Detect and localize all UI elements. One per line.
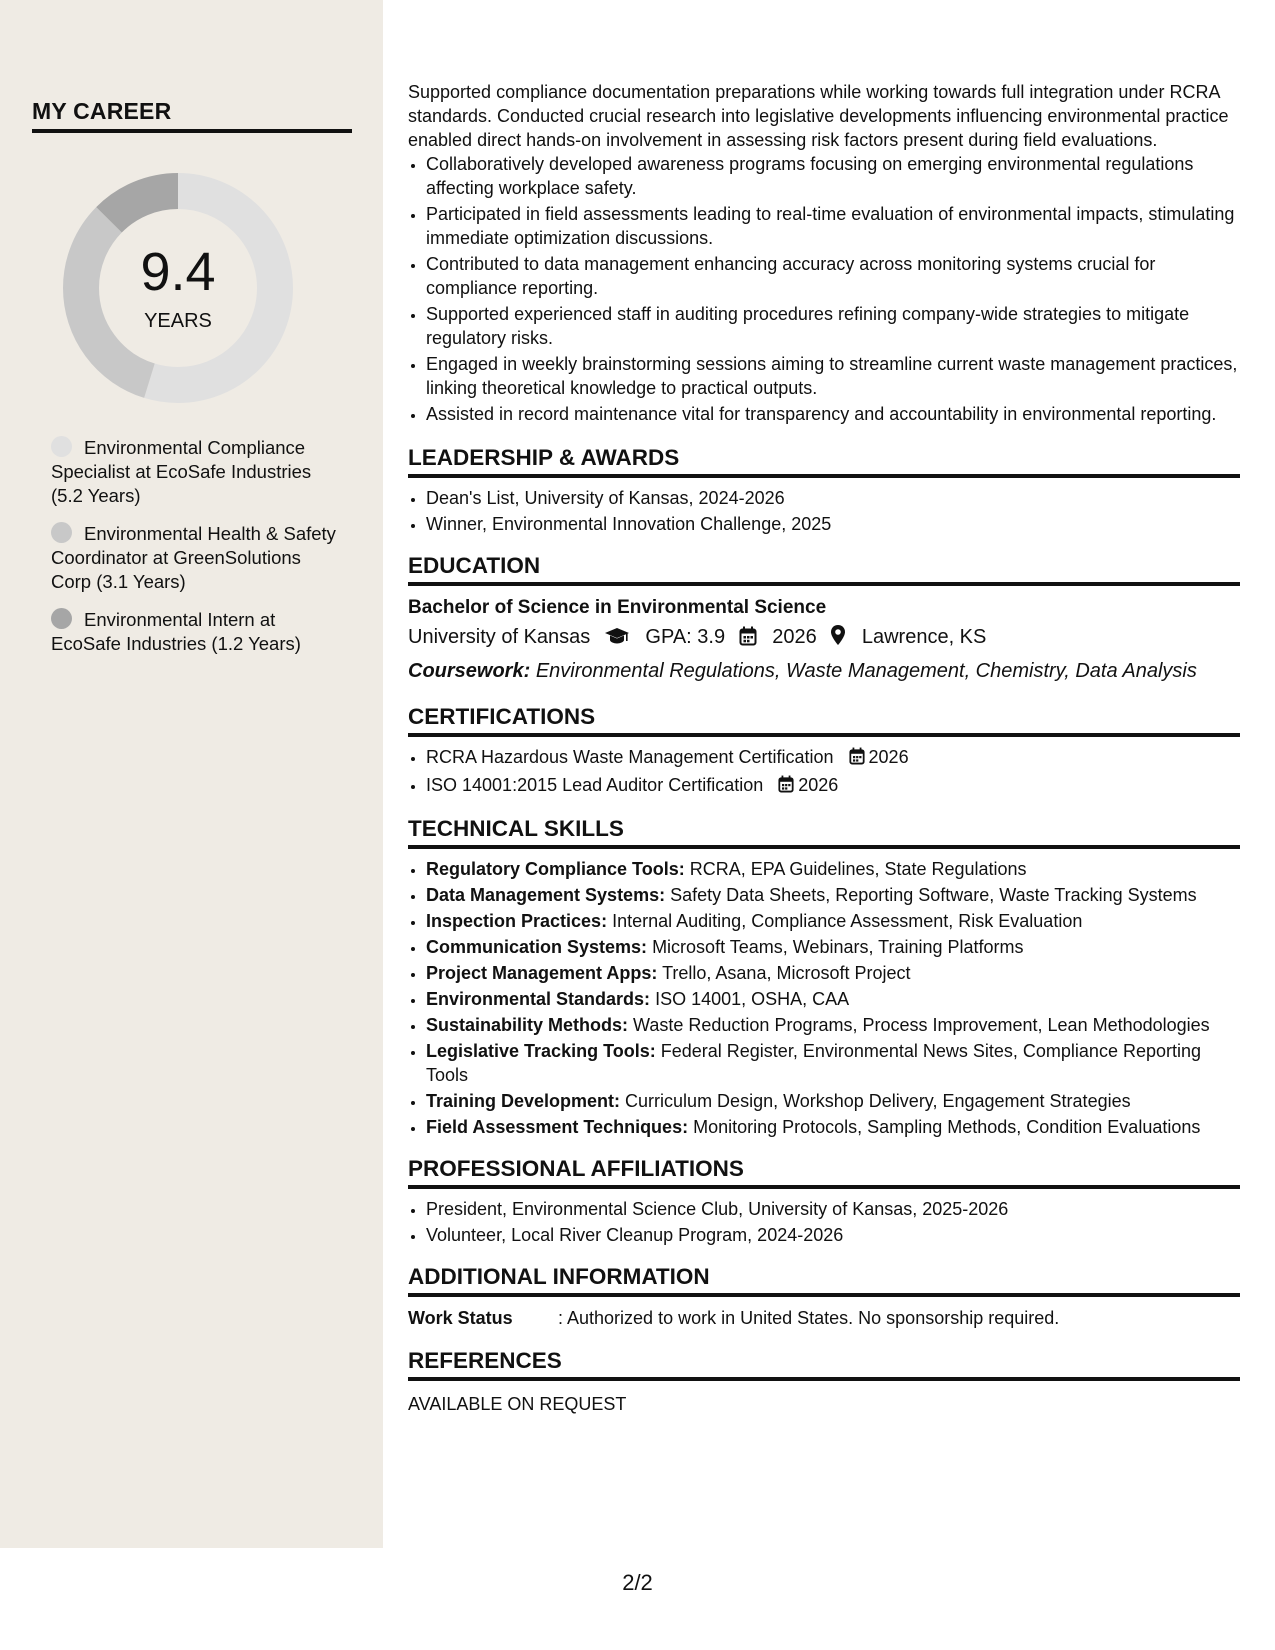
skill-value: ISO 14001, OSHA, CAA — [655, 989, 850, 1009]
career-item — [51, 608, 341, 656]
list-item — [426, 745, 1240, 771]
work-status-value: : Authorized to work in United States. No sponsorship required. — [558, 1308, 1060, 1328]
certification-name: RCRA Hazardous Waste Management Certification — [426, 747, 834, 767]
career-item-label: Environmental Intern at EcoSafe Industries (1.2 Years) — [51, 609, 301, 654]
list-item — [426, 1013, 1240, 1037]
skill-value: Trello, Asana, Microsoft Project — [662, 963, 911, 983]
skill-label: Communication Systems: — [426, 937, 648, 957]
coursework — [408, 655, 1240, 687]
list-item — [426, 961, 1240, 985]
list-item — [426, 857, 1240, 881]
list-item — [426, 773, 1240, 799]
section-title-certifications: CERTIFICATIONS — [408, 703, 1240, 737]
certifications-list — [408, 745, 1240, 799]
list-item: • Dean's List, University of Kansas, 2024-2026 — [426, 486, 1240, 510]
career-item — [51, 522, 341, 594]
experience-bullets — [408, 152, 1240, 426]
school-name: University of Kansas — [408, 626, 591, 648]
career-item-label: Environmental Compliance Specialist at EcoSafe Industries (5.2 Years) — [51, 437, 312, 506]
coursework-list: Environmental Regulations, Waste Management, Chemistry, Data Analysis — [535, 660, 1197, 682]
skill-label: Regulatory Compliance Tools: — [426, 859, 685, 879]
degree-name: Bachelor of Science in Environmental Science — [408, 597, 827, 618]
skill-label: Legislative Tracking Tools: — [426, 1041, 656, 1061]
section-title-education: EDUCATION — [408, 552, 1240, 586]
graduation-year: 2026 — [772, 626, 817, 648]
list-item: • Winner, Environmental Innovation Challenge, 2025 — [426, 512, 1240, 536]
education-meta — [408, 622, 1240, 655]
list-item — [426, 1089, 1240, 1113]
certification-year: 2026 — [868, 747, 909, 767]
section-title-leadership: LEADERSHIP & AWARDS — [408, 444, 1240, 478]
legend-dot — [51, 436, 72, 457]
skills-list — [408, 857, 1240, 1139]
school-location: Lawrence, KS — [861, 626, 987, 648]
skill-value: Monitoring Protocols, Sampling Methods, Condition Evaluations — [693, 1117, 1201, 1137]
skill-label: Environmental Standards: — [426, 989, 651, 1009]
location-pin-icon — [830, 624, 846, 655]
list-item: • Collaboratively developed awareness programs focusing on emerging environmental regulations affecting workplace safety. — [426, 152, 1240, 200]
calendar-icon — [739, 625, 757, 655]
career-donut-chart — [63, 173, 293, 403]
total-years-value: 9.4 — [140, 242, 216, 302]
skill-value: RCRA, EPA Guidelines, State Regulations — [689, 859, 1027, 879]
legend-dot — [51, 608, 72, 629]
references-text: AVAILABLE ON REQUEST — [408, 1394, 627, 1414]
list-item — [426, 883, 1240, 907]
skill-label: Data Management Systems: — [426, 885, 666, 905]
section-title-additional: ADDITIONAL INFORMATION — [408, 1263, 1240, 1297]
list-item: • President, Environmental Science Club, University of Kansas, 2025-2026 — [426, 1197, 1240, 1221]
skill-label: Field Assessment Techniques: — [426, 1117, 689, 1137]
list-item: • Supported experienced staff in auditing procedures refining company-wide strategies to mitigate regulatory risks. — [426, 302, 1240, 350]
skill-value: Microsoft Teams, Webinars, Training Platforms — [652, 937, 1024, 957]
page-number: 2/2 — [622, 1570, 653, 1595]
legend-dot — [51, 522, 72, 543]
skill-value: Curriculum Design, Workshop Delivery, Engagement Strategies — [625, 1091, 1131, 1111]
list-item — [426, 909, 1240, 933]
section-title-skills: TECHNICAL SKILLS — [408, 815, 1240, 849]
section-title-references: REFERENCES — [408, 1347, 1240, 1381]
total-years-unit: YEARS — [144, 310, 212, 332]
list-item: • Contributed to data management enhancing accuracy across monitoring systems crucial for compliance reporting. — [426, 252, 1240, 300]
career-title: MY CAREER — [32, 98, 352, 133]
list-item: • Participated in field assessments leading to real-time evaluation of environmental impacts, stimulating immediate optimization discussions. — [426, 202, 1240, 250]
graduation-cap-icon — [604, 625, 630, 655]
skill-label: Training Development: — [426, 1091, 621, 1111]
list-item — [426, 987, 1240, 1011]
career-item — [51, 436, 341, 508]
skill-value: Safety Data Sheets, Reporting Software, Waste Tracking Systems — [670, 885, 1197, 905]
affiliations-list — [408, 1197, 1240, 1247]
list-item — [426, 935, 1240, 959]
list-item: • Volunteer, Local River Cleanup Program, 2024-2026 — [426, 1223, 1240, 1247]
work-status-label: Work Status — [408, 1308, 513, 1328]
skill-value: Federal Register, Environmental News Sites, Compliance Reporting Tools — [426, 1041, 1201, 1085]
skill-label: Inspection Practices: — [426, 911, 608, 931]
sidebar — [0, 0, 383, 1548]
skill-value: Internal Auditing, Compliance Assessment, Risk Evaluation — [612, 911, 1083, 931]
main-content — [408, 80, 1240, 1417]
gpa-value: GPA: 3.9 — [645, 626, 726, 648]
skill-value: Waste Reduction Programs, Process Improvement, Lean Methodologies — [633, 1015, 1210, 1035]
list-item — [426, 1039, 1240, 1087]
career-item-label: Environmental Health & Safety Coordinator at GreenSolutions Corp (3.1 Years) — [51, 523, 336, 592]
list-item: • Engaged in weekly brainstorming sessions aiming to streamline current waste management practices, linking theoretical knowledge to practical outputs. — [426, 352, 1240, 400]
career-legend — [51, 436, 341, 670]
leadership-list — [408, 486, 1240, 536]
calendar-icon — [849, 747, 865, 771]
section-title-affiliations: PROFESSIONAL AFFILIATIONS — [408, 1155, 1240, 1189]
list-item — [426, 1115, 1240, 1139]
coursework-label: Coursework: — [408, 660, 531, 682]
work-status-row — [408, 1305, 1240, 1331]
list-item: • Assisted in record maintenance vital for transparency and accountability in environmental reporting. — [426, 402, 1240, 426]
skill-label: Project Management Apps: — [426, 963, 658, 983]
certification-name: ISO 14001:2015 Lead Auditor Certification — [426, 775, 764, 795]
experience-summary: Supported compliance documentation preparations while working towards full integration under RCRA standards. Conducted crucial research into legislative developments influencing environmental practice enabled direct hands-on involvement in assessing risk factors present during field evaluations. — [408, 82, 1229, 150]
skill-label: Sustainability Methods: — [426, 1015, 629, 1035]
certification-year: 2026 — [798, 775, 839, 795]
calendar-icon — [778, 775, 794, 799]
